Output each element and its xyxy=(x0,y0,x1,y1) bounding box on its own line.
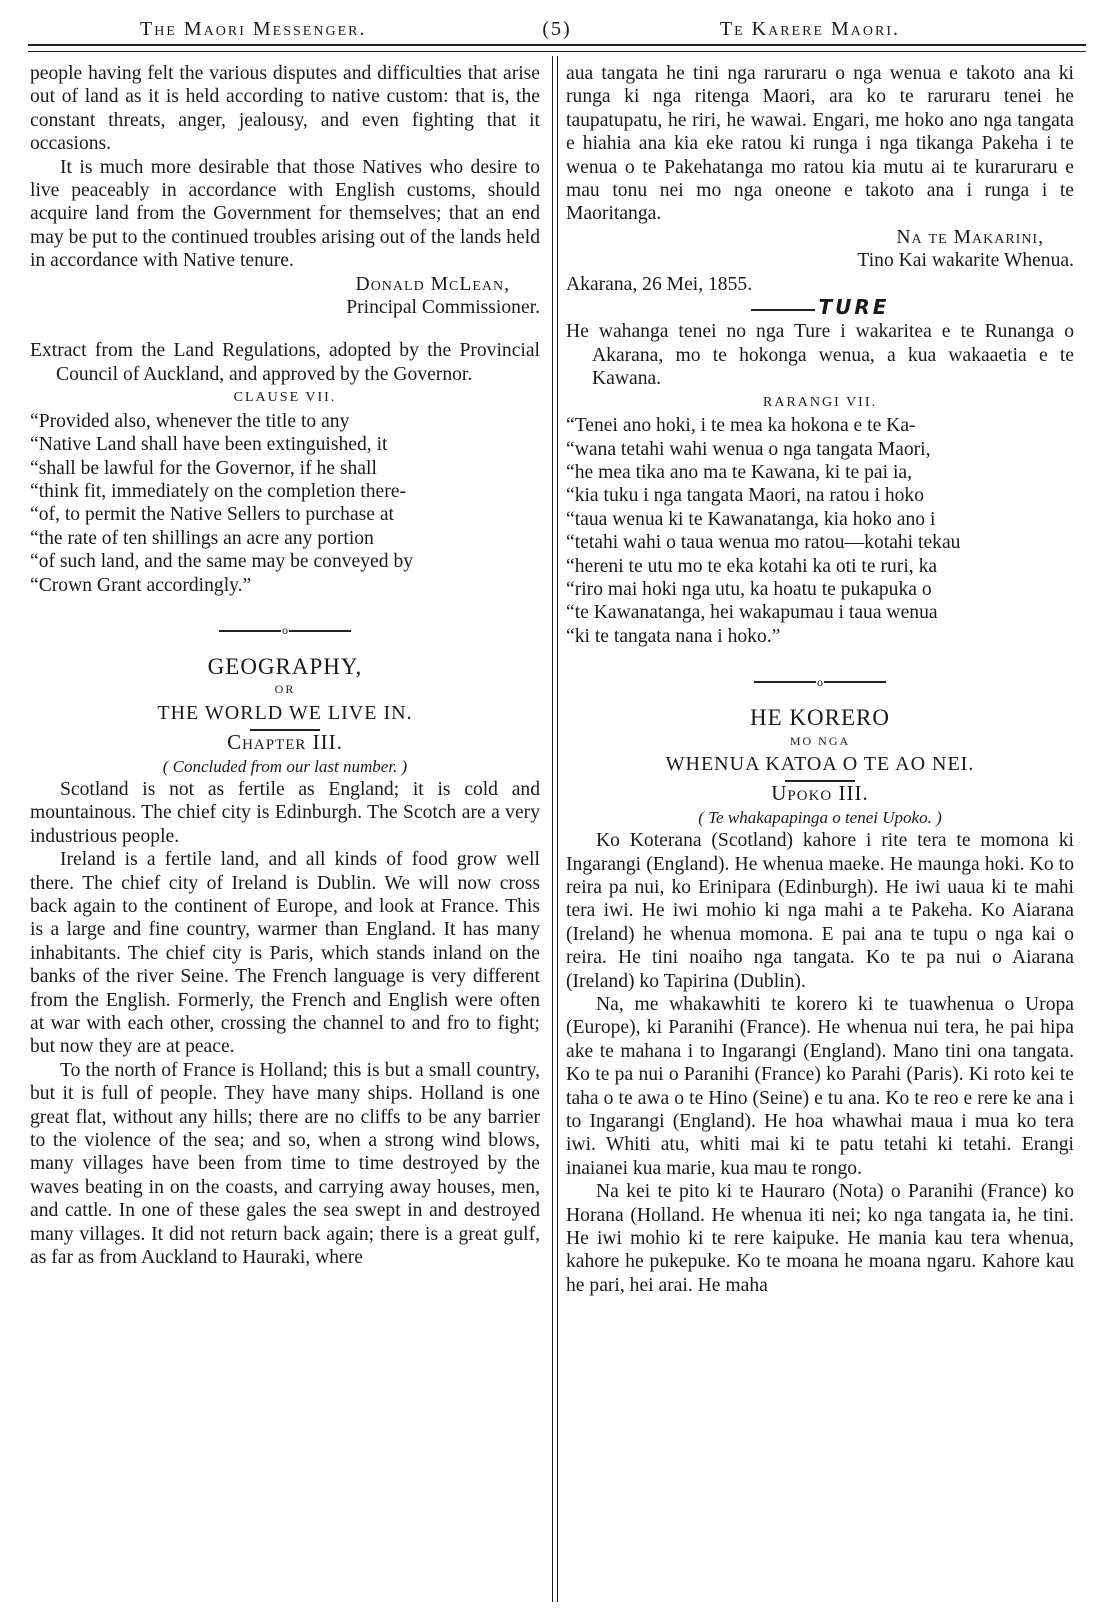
or-label: OR xyxy=(274,682,296,697)
upoko-heading: Upoko III. xyxy=(771,781,869,806)
quote-line: “Native Land shall have been extinguished, it xyxy=(30,434,388,456)
extract-heading: Extract from the Land Regulations, adopted by the Provincial Council of Auckland, and approved by the Governor. xyxy=(30,340,540,385)
geography-title: GEOGRAPHY, xyxy=(207,653,363,679)
ireland-paragraph: Ireland is a fertile land, and all kinds of food grow well there. The chief city of Ireland is Dublin. We will now cross back again to the continent of Europe, and look at France. This is a large and fine country, warmer than England. It has many inhabitants. The chief city is Paris, which stands inland on the banks of the river Seine. The French language is very different from the English. Formerly, the French and English were often at war with each other, crossing the channel to and fro to fight; but now they are at peace. xyxy=(30,849,540,1058)
page-header xyxy=(28,12,1086,42)
quote-line: “ki te tangata nana i hoko.” xyxy=(566,625,781,647)
maori-signature-role: Tino Kai wakarite Whenua. xyxy=(857,250,1074,272)
koterana-paragraph: Ko Koterana (Scotland) kahore i rite tera te momona ki Ingarangi (England). He whenua maeke. He maunga hoki. Ko to reira pa nui, ko Erinipara (Edinburgh). He iwi uaua ki te mahi tera iwi. He iwi mohio ki nga mahi a te Pakeha. Ko Aiarana (Ireland) he whenua momona. E pai ana te tupu o nga kai o reira. He tini noaiho nga tangata. Ko te pa nui o Aiarana (Ireland) ko Tapirina (Dublin). xyxy=(566,830,1074,992)
signature-name: Donald McLean, xyxy=(355,273,510,295)
chapter-heading: Chapter III. xyxy=(227,730,343,755)
quote-line: “te Kawanatanga, hei wakapumau i taua wenua xyxy=(566,602,938,624)
section-divider: o xyxy=(30,619,540,643)
commissioner-paragraph-1: people having felt the various disputes and difficulties that arise out of land as it is held according to native custom: that is, the constant threats, anger, jealousy, and even fighting that it occasions. xyxy=(30,63,540,155)
maori-column xyxy=(566,62,1074,1297)
quote-line: “wana tetahi wahi wenua o nga tangata Maori, xyxy=(566,438,931,460)
maori-paragraph-1: aua tangata he tini nga raruraru o nga wenua e takoto ana ki runga ki nga ritenga Maori, ara ko te raruraru tenei he taupatupatu, he riri, he wawai. Engari, me hoko ano nga tangata e hiahia ana kia eke ratou ki runga i nga tikanga Pakeha i te wenua o te Pakehatanga mo ratou kia mutu ai te kuraruraru e mau tonu nei mo nga oneone e takoto ana i runga i te Maoritanga. xyxy=(566,63,1074,225)
quote-line: “taua wenua ki te Kawanatanga, kia hoko ano i xyxy=(566,508,936,530)
quote-line: “riro mai hoki nga utu, ka hoatu te pukapuka o xyxy=(566,578,932,600)
header-page-number: (5) xyxy=(542,18,572,40)
quote-line: “shall be lawful for the Governor, if he shall xyxy=(30,457,377,479)
scotland-paragraph: Scotland is not as fertile as England; it is cold and mountainous. The chief city is Edinburgh. The Scotch are a very industrious people. xyxy=(30,778,540,847)
korero-subtitle: WHENUA KATOA O TE AO NEI. xyxy=(665,752,975,775)
maori-signature-name: Na te Makarini, xyxy=(896,226,1044,248)
quote-line: “of such land, and the same may be conveyed by xyxy=(30,551,414,573)
quote-line: “think fit, immediately on the completion there- xyxy=(30,480,406,502)
wahanga-heading: He wahanga tenei no nga Ture i wakaritea e te Runanga o Akarana, mo te hokonga wenua, a kua wakaaetia e te Kawana. xyxy=(566,321,1074,390)
whakapapinga-note: ( Te whakapapinga o tenei Upoko. ) xyxy=(698,807,942,827)
quote-line: “Provided also, whenever the title to any xyxy=(30,410,350,432)
na-paragraph: Na, me whakawhiti te korero ki te tuawhenua o Uropa (Europe), ki Paranihi (France). He whenua nui tera, he pai hipa ake te mahana i to Ingarangi (England). Mano tini ona tangata. Ko te pa nui o Paranihi (France) ko Parahi (Paris). Ki roto kei te taha o te awa o te Hino (Seine) e tu ana. Ko te reo e rere ke ana i to Ingarangi (England). He hoa whawhai maua i mua ko tera iwi. Whiti atu, whiti mai ki te patu tetahi ki tetahi. Erangi inaianei kua marie, kua mau te rongo. xyxy=(566,993,1074,1179)
holland-paragraph: To the north of France is Holland; this is but a small country, but it is full of people. They have many ships. Holland is one great flat, without any hills; there are no cliffs to be any barrier to the violence of the sea; and so, when a strong wind blows, many villages have been from time to time destroyed by the waves beating in on the coasts, and carrying away houses, men, and cattle. In one of these gales the sea swept in and destroyed many villages. It did not return back again; there is a great gulf, as far as from Auckland to Hauraki, where xyxy=(30,1059,540,1269)
quote-line: “hereni te utu mo te eka kotahi ka oti te ruri, ka xyxy=(566,555,938,577)
quote-line: “the rate of ten shillings an acre any portion xyxy=(30,527,374,549)
handwritten-ture: TURE xyxy=(818,295,890,320)
clause-quote xyxy=(30,410,540,597)
korero-title: HE KORERO xyxy=(750,705,890,731)
quote-line: “Tenei ano hoki, i te mea ka hokona e te Ka- xyxy=(566,415,916,437)
concluded-note: ( Concluded from our last number. ) xyxy=(162,756,408,776)
commissioner-paragraph-2: It is much more desirable that those Natives who desire to live peaceably in accordance with English customs, should acquire land from the Government for themselves; that an end may be put to the continued troubles arising out of the lands held in accordance with Native tenure. xyxy=(30,156,540,272)
section-divider: o xyxy=(566,670,1074,694)
mo-nga-label: MO NGA xyxy=(789,733,851,748)
geography-subtitle: THE WORLD WE LIVE IN. xyxy=(157,701,413,724)
dateline: Akarana, 26 Mei, 1855. xyxy=(566,273,753,295)
english-column xyxy=(30,62,540,1269)
signature-role: Principal Commissioner. xyxy=(346,297,540,319)
ture-annotation xyxy=(566,296,1074,320)
quote-line: “Crown Grant accordingly.” xyxy=(30,574,252,596)
rarangi-quote xyxy=(566,414,1074,648)
quote-line: “of, to permit the Native Sellers to purchase at xyxy=(30,504,394,526)
rarangi-heading: RARANGI VII. xyxy=(763,394,877,410)
quote-line: “he mea tika ano ma te Kawana, ki te pai ia, xyxy=(566,461,912,483)
header-maori-title: Te Karere Maori. xyxy=(719,18,900,40)
quote-line: “tetahi wahi o taua wenua mo ratou—kotahi tekau xyxy=(566,532,961,554)
clause-heading: CLAUSE VII. xyxy=(233,390,337,406)
quote-line: “kia tuku i nga tangata Maori, na ratou i hoko xyxy=(566,485,925,507)
header-rule xyxy=(28,44,1086,52)
header-english-title: The Maori Messenger. xyxy=(140,18,367,40)
horana-paragraph: Na kei te pito ki te Hauraro (Nota) o Paranihi (France) ko Horana (Holland. He whenua iti nei; ko nga tangata ia, he tini. He iwi mohio ki te rere kaipuke. He mania kau tera whenua, kahore he pukepuke. Ko te moana he moana ngaru. Kahore kau he pari, hei arai. He maha xyxy=(566,1181,1074,1296)
column-divider xyxy=(552,56,558,1602)
